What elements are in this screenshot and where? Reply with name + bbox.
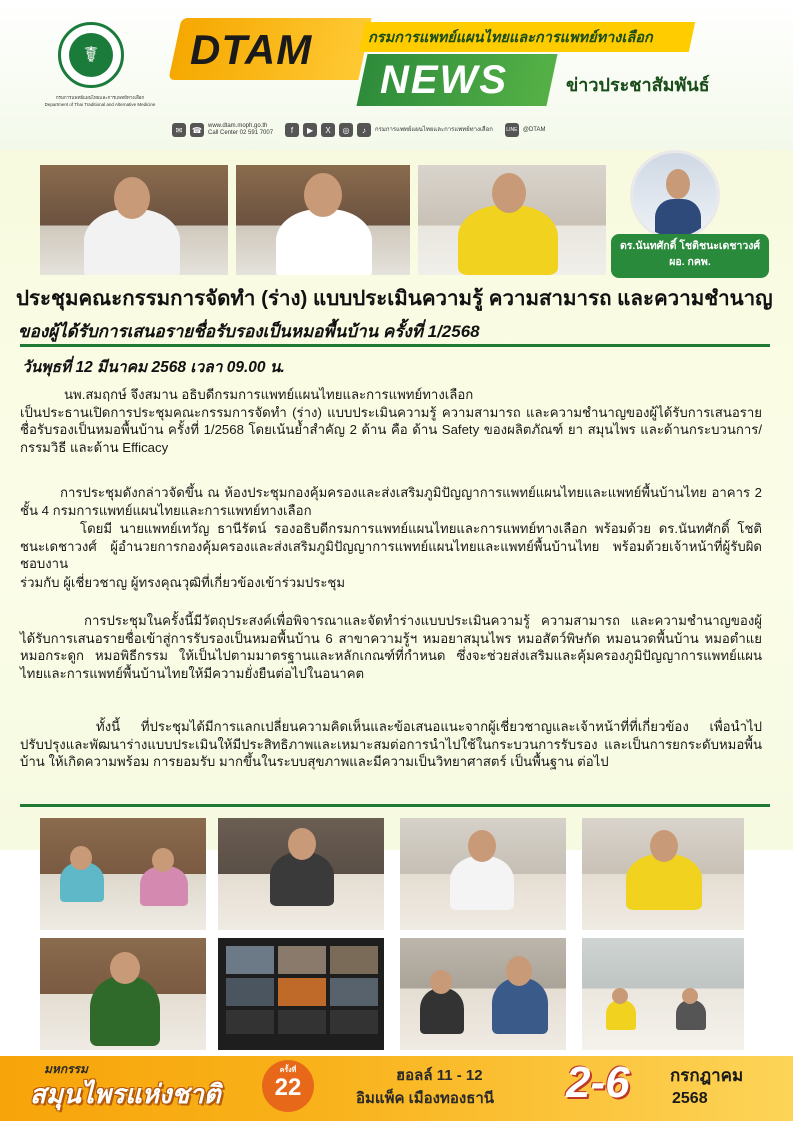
phone-icon[interactable]: ☎ <box>190 123 204 137</box>
tiktok-icon[interactable]: ♪ <box>357 123 371 137</box>
department-name: กรมการแพทย์แผนไทยและการแพทย์ทางเลือก <box>368 30 653 46</box>
line-id[interactable]: @DTAM <box>522 126 546 133</box>
divider <box>20 344 770 347</box>
edition-label: ครั้งที่ <box>279 1067 297 1074</box>
paragraph-5: ทั้งนี้ ที่ประชุมได้มีการแลกเปลี่ยนความคิดเห็นและข้อเสนอแนะจากผู้เชี่ยวชาญและเจ้าหน้าที่ที่เกี่ยวข้อง เพื่อนำไปปรับปรุงและพัฒนาร่างแบบประเมินให้มีประสิทธิภาพและเหมาะสมต่อการนำไปใช้ในกระบวนการรับรอง และเป็นการยกระดับหมอพื้นบ้าน ให้เกิดความพร้อม การยอมรับ มากขึ้นในระบบสุขภาพและมีความเป็นวิทยาศาสตร์ เป็นพื้นฐาน ต่อไป <box>20 719 762 770</box>
photo-meeting-8 <box>582 938 744 1050</box>
pr-label: ข่าวประชาสัมพันธ์ <box>566 75 710 95</box>
paragraph-3: โดยมี นายแพทย์เทวัญ ธานีรัตน์ รองอธิบดีกรมการแพทย์แผนไทยและการแพทย์ทางเลือก พร้อมด้วย ดร.นันทศักดิ์ โชติชนะเดชาวงศ์ ผู้อำนวยการกองคุ้มครองและส่งเสริมภูมิปัญญาการแพทย์แผนไทยและแพทย์พื้นบ้านไทย พร้อมด้วยเจ้าหน้าที่ผู้รับผิดชอบงาน <box>20 521 762 572</box>
line-icon[interactable]: LINE <box>505 123 519 137</box>
call-center: Call Center 02 591 7007 <box>208 130 274 136</box>
photo-meeting-4 <box>582 818 744 930</box>
ministry-seal-icon: ☤ <box>58 22 124 88</box>
instagram-icon[interactable]: ◎ <box>339 123 353 137</box>
event-year: 2568 <box>672 1090 708 1107</box>
event-edition-badge <box>262 1060 314 1112</box>
paragraph-3b: ร่วมกับ ผู้เชี่ยวชาญ ผู้ทรงคุณวุฒิที่เกี่ยวข้องเข้าร่วมประชุม <box>20 575 346 590</box>
facebook-icon[interactable]: f <box>285 123 299 137</box>
photo-meeting-1 <box>40 818 206 930</box>
paragraph-1 <box>20 386 762 456</box>
director-portrait <box>630 150 720 240</box>
photo-chair-2 <box>236 165 410 275</box>
event-dates: 2-6 <box>566 1058 630 1107</box>
header <box>0 0 793 150</box>
edition-number: 22 <box>274 1074 302 1101</box>
event-venue: อิมแพ็ค เมืองทองธานี <box>356 1090 495 1107</box>
brand-dtam: DTAM <box>190 26 313 73</box>
website[interactable]: www.dtam.moph.go.th <box>208 123 268 129</box>
paragraph-4: การประชุมในครั้งนี้มีวัตถุประสงค์เพื่อพิจารณาและจัดทำร่างแบบประเมินความรู้ ความสามารถ และความชำนาญของผู้ได้รับการเสนอรายชื่อเข้าสู่การรับรองเป็นหมอพื้นบ้าน 6 สาขาความรู้ฯ หมอยาสมุนไพร หมอสัตว์พิษกัด หมอนวดพื้นบ้าน หมอตำแย หมอกระดูก หมอพิธีกรรม ให้เป็นไปตามมาตรฐานและหลักเกณฑ์ที่กำหนด ซึ่งจะช่วยส่งเสริมและคุ้มครองภูมิปัญญาการแพทย์แผนไทยและการแพทย์พื้นบ้านไทยให้มีความยั่งยืนต่อไปในอนาคต <box>20 613 762 681</box>
article-subtitle: ของผู้ได้รับการเสนอรายชื่อรับรองเป็นหมอพื้นบ้าน ครั้งที่ 1/2568 <box>18 322 480 341</box>
photo-chair-3 <box>418 165 606 275</box>
photo-meeting-2 <box>218 818 384 930</box>
photo-chair-1 <box>40 165 228 275</box>
paragraph-1-body: เป็นประธานเปิดการประชุมคณะกรรมการจัดทำ (ร่าง) แบบประเมินความรู้ ความสามารถ และความชำนาญของผู้ได้รับการเสนอรายชื่อรับรองเป็นหมอพื้นบ้าน ครั้งที่ 1/2568 โดยเน้นย้ำสำคัญ 2 ด้าน คือ ด้าน Safety ของผลิตภัณฑ์ ยา สมุนไพร และด้านกระบวนการ/กรรมวิธี และด้าน Efficacy <box>20 404 762 455</box>
event-hall: ฮอลล์ 11 - 12 <box>396 1067 483 1084</box>
youtube-icon[interactable]: ▶ <box>303 123 317 137</box>
director-name-tag <box>611 234 769 278</box>
article-date: วันพุธที่ 12 มีนาคม 2568 เวลา 09.00 น. <box>22 359 285 376</box>
contact-row <box>172 121 554 139</box>
photo-meeting-7 <box>400 938 566 1050</box>
article-title: ประชุมคณะกรรมการจัดทำ (ร่าง) แบบประเมินความรู้ ความสามารถ และความชำนาญ <box>16 287 773 310</box>
divider-bottom <box>20 804 770 807</box>
photo-online-meeting <box>218 938 384 1050</box>
brand-news: NEWS <box>380 58 508 102</box>
email-icon[interactable]: ✉ <box>172 123 186 137</box>
event-title: สมุนไพรแห่งชาติ <box>30 1079 221 1109</box>
x-icon[interactable]: X <box>321 123 335 137</box>
paragraph-1-first-line: นพ.สมฤกษ์ จึงสมาน อธิบดีกรมการแพทย์แผนไทยและการแพทย์ทางเลือก <box>64 387 474 402</box>
photo-meeting-5 <box>40 938 206 1050</box>
photo-meeting-3 <box>400 818 566 930</box>
event-sub: มหกรรม <box>44 1062 88 1076</box>
facebook-page[interactable]: กรมการแพทย์แผนไทยและการแพทย์ทางเลือก <box>375 126 493 133</box>
director-name: ดร.นันทศักดิ์ โชติชนะเดชาวงศ์ <box>619 240 761 252</box>
org-name-en: Department of Thai Traditional and Alternative Medicine <box>44 102 156 107</box>
ministry-logo <box>30 14 160 124</box>
event-month: กรกฎาคม <box>670 1066 744 1085</box>
director-position: ผอ. กคพ. <box>669 256 711 268</box>
paragraph-2: การประชุมดังกล่าวจัดขึ้น ณ ห้องประชุมกองคุ้มครองและส่งเสริมภูมิปัญญาการแพทย์แผนไทยและแพทย์พื้นบ้านไทย อาคาร 2 ชั้น 4 กรมการแพทย์แผนไทยและการแพทย์ทางเลือก <box>20 485 762 518</box>
org-name-th: กรมการแพทย์แผนไทยและการแพทย์ทางเลือก <box>55 95 145 100</box>
